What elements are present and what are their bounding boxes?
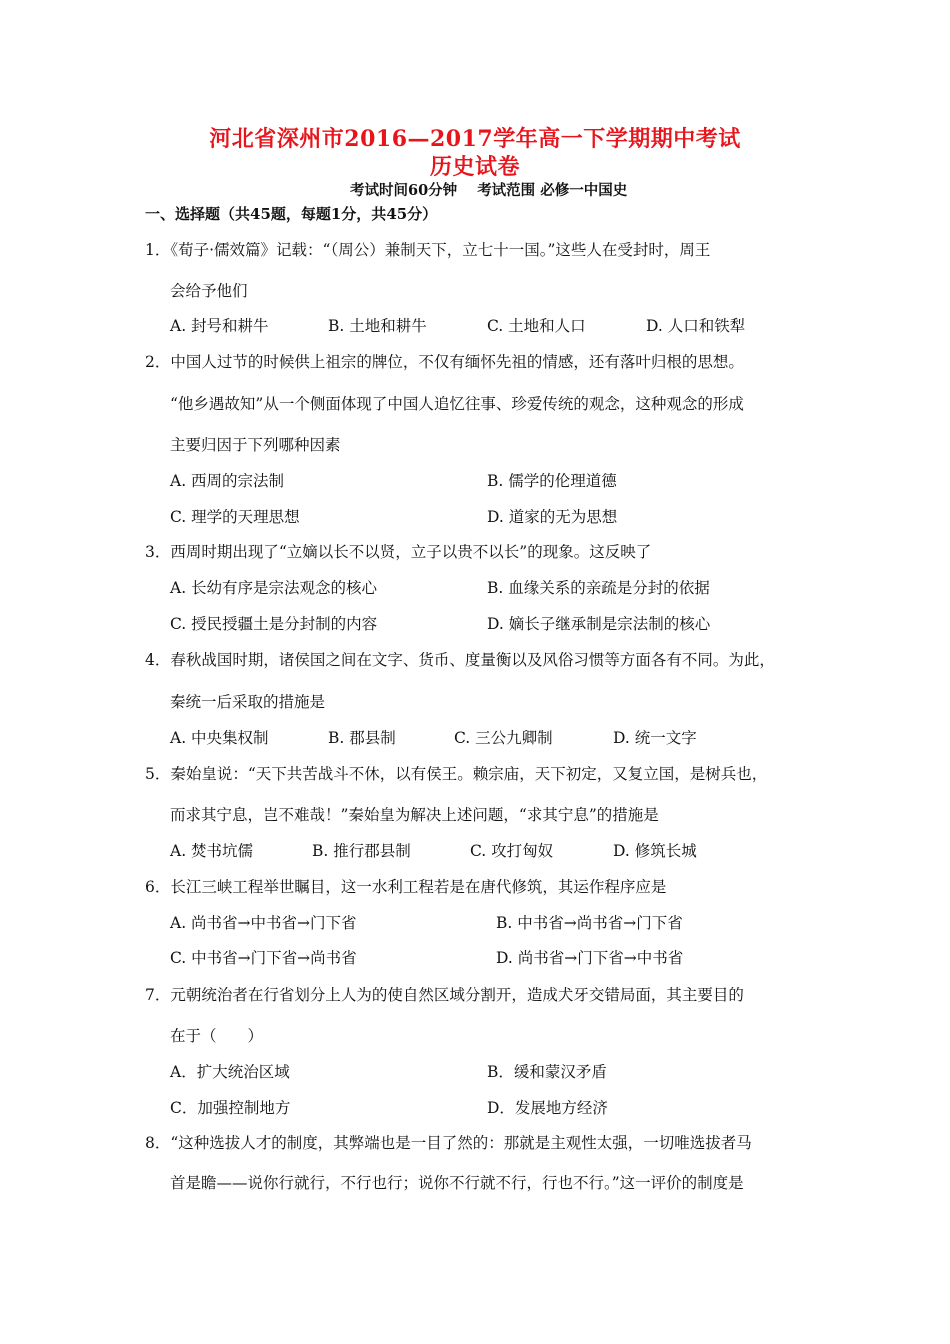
- question-6-option-a: A. 尚书省→中书省→门下省: [170, 914, 357, 932]
- section-heading: 一、选择题（共45题，每题1分，共45分）: [145, 205, 438, 223]
- question-3-option-b: B. 血缘关系的亲疏是分封的依据: [487, 579, 710, 597]
- question-8-line-1: 8．“这种选拔人才的制度，其弊端也是一目了然的：那就是主观性太强，一切唯选拔者马: [145, 1134, 752, 1152]
- question-5-line-1: 5．秦始皇说：“天下共苦战斗不休，以有侯王。赖宗庙，天下初定，又复立国，是树兵也，: [145, 765, 768, 783]
- question-5-option-d: D. 修筑长城: [613, 842, 697, 860]
- question-7-line-1: 7．元朝统治者在行省划分上人为的使自然区域分割开，造成犬牙交错局面，其主要目的: [145, 986, 744, 1004]
- question-7-line-2: 在于（ ）: [170, 1027, 264, 1045]
- question-2-option-a: A. 西周的宗法制: [170, 472, 285, 490]
- exam-scope: 考试范围 必修一中国史: [477, 182, 628, 199]
- question-6-option-d: D. 尚书省→门下省→中书省: [496, 949, 684, 967]
- question-2-line-1: 2．中国人过节的时候供上祖宗的牌位，不仅有缅怀先祖的情感，还有落叶归根的思想。: [145, 353, 744, 371]
- question-6-option-b: B. 中书省→尚书省→门下省: [496, 914, 683, 932]
- exam-subject-title: 历史试卷: [429, 154, 520, 180]
- exam-info: [350, 179, 647, 200]
- question-3-option-d: D. 嫡长子继承制是宗法制的核心: [487, 615, 711, 633]
- question-1-option-a: A. 封号和耕牛: [170, 317, 269, 335]
- question-5-option-a: A. 焚书坑儒: [170, 842, 254, 860]
- question-5-option-b: B. 推行郡县制: [312, 842, 411, 860]
- exam-title: 河北省深州市2016—2017学年高一下学期期中考试: [209, 126, 741, 152]
- question-2-line-3: 主要归因于下列哪种因素: [170, 436, 341, 454]
- question-3-option-c: C. 授民授疆土是分封制的内容: [170, 615, 378, 633]
- question-1-option-c: C. 土地和人口: [487, 317, 586, 335]
- question-3-option-a: A. 长幼有序是宗法观念的核心: [170, 579, 378, 597]
- question-4-option-c: C. 三公九卿制: [454, 729, 553, 747]
- question-4-option-d: D. 统一文字: [613, 729, 697, 747]
- question-4-option-a: A. 中央集权制: [170, 729, 269, 747]
- question-7-option-a: A．扩大统治区域: [170, 1063, 290, 1081]
- question-1-option-b: B. 土地和耕牛: [328, 317, 427, 335]
- question-1-option-d: D. 人口和铁犁: [646, 317, 746, 335]
- question-4-option-b: B. 郡县制: [328, 729, 396, 747]
- question-5-option-c: C. 攻打匈奴: [470, 842, 554, 860]
- question-7-option-c: C．加强控制地方: [170, 1099, 291, 1117]
- question-2-line-2: “他乡遇故知”从一个侧面体现了中国人追忆往事、珍爱传统的观念，这种观念的形成: [170, 395, 744, 413]
- question-2-option-d: D. 道家的无为思想: [487, 508, 618, 526]
- question-4-line-1: 4．春秋战国时期，诸侯国之间在文字、货币、度量衡以及风俗习惯等方面各有不同。为此，: [145, 651, 775, 669]
- question-4-line-2: 秦统一后采取的措施是: [170, 693, 326, 711]
- question-7-option-d: D．发展地方经济: [487, 1099, 608, 1117]
- question-5-line-2: 而求其宁息，岂不难哉！”秦始皇为解决上述问题，“求其宁息”的措施是: [170, 806, 659, 824]
- exam-time: 考试时间60分钟: [350, 182, 458, 199]
- question-1-line-1: 1．《荀子·儒效篇》记载：“（周公）兼制天下，立七十一国。”这些人在受封时，周王: [145, 241, 711, 259]
- question-3-line-1: 3．西周时期出现了“立嫡以长不以贤，立子以贵不以长”的现象。这反映了: [145, 543, 652, 561]
- question-2-option-c: C. 理学的天理思想: [170, 508, 300, 526]
- question-1-line-2: 会给予他们: [170, 282, 248, 300]
- question-6-line-1: 6．长江三峡工程举世瞩目，这一水利工程若是在唐代修筑，其运作程序应是: [145, 878, 667, 896]
- question-8-line-2: 首是瞻——说你行就行，不行也行；说你不行就不行，行也不行。”这一评价的制度是: [170, 1174, 744, 1192]
- question-7-option-b: B．缓和蒙汉矛盾: [487, 1063, 607, 1081]
- question-2-option-b: B. 儒学的伦理道德: [487, 472, 617, 490]
- question-6-option-c: C. 中书省→门下省→尚书省: [170, 949, 357, 967]
